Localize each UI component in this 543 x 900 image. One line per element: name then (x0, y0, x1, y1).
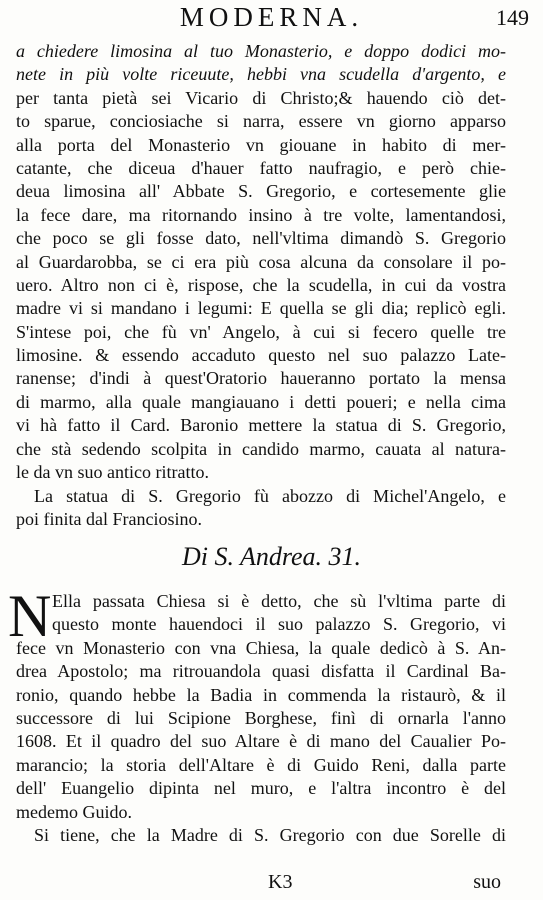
text-line: dell' Euangelio dipinta nel muro, e l'altra incontro è del (16, 778, 506, 799)
text-line: la fece dare, ma ritornando insino à tre volte, lamentandosi, (16, 204, 506, 225)
text-line: a chiedere limosina al tuo Monasterio, e doppo dodici mo- (16, 41, 506, 61)
running-title: MODERNA. (179, 2, 364, 32)
page-number: 149 (496, 5, 529, 30)
text-line: medemo Guido. (16, 801, 132, 822)
text-line: limosine. & essendo accaduto questo nel suo palazzo Late- (16, 345, 506, 366)
text-line: Ella passata Chiesa si è detto, che sù l'vltima parte di (52, 591, 506, 611)
text-line: 1608. Et il quadro del suo Altare è di mano del Caualier Po- (16, 731, 506, 752)
text-line: nete in più volte riceuute, hebbi vna scudella d'argento, e (16, 64, 506, 85)
text-line: deua limosina all' Abbate S. Gregorio, e cortesemente glie (16, 181, 506, 202)
text-line: drea Apostolo; ma ritrouandola quasi disfatta il Cardinal Ba- (16, 661, 506, 682)
text-line: La statua di S. Gregorio fù abozzo di Michel'Angelo, e (34, 486, 506, 506)
text-line: questo monte hauendoci il suo palazzo S. Gregorio, vi (52, 614, 506, 635)
text-line: che stà sedendo scolpita in candido marmo, cauata al natura- (16, 438, 506, 459)
text-line: ronio, quando hebbe la Badia in commenda la ristaurò, & il (16, 684, 506, 705)
text-line: successore di lui Scipione Borghese, finì di ornarla l'anno (16, 707, 506, 728)
text-line: alla porta del Monasterio vn giouane in habito di mer- (16, 134, 506, 155)
text-line: to sparue, conciosiache si narra, essere vn giorno apparso (16, 111, 506, 132)
text-line: che poco se gli fosse dato, nell'vltima dimandò S. Gregorio (16, 228, 506, 249)
catchword: suo (473, 871, 501, 893)
text-line: le da vn suo antico ritratto. (16, 462, 209, 483)
text-line: ranense; d'indi à quest'Oratorio haueranno portato la mensa (16, 368, 506, 389)
section-heading: Di S. Andrea. 31. (181, 542, 362, 571)
text-line: uero. Altro non ci è, rispose, che la scudella, in cui da vostra (16, 274, 506, 295)
text-line: catante, che diceua d'hauer fatto naufragio, e però chie- (16, 157, 506, 178)
paragraph-statua (16, 485, 506, 532)
text-line: Si tiene, che la Madre di S. Gregorio con due Sorelle di (34, 824, 506, 845)
text-line: di marmo, alla quale mangiauano i detti poueri; e nella cima (16, 391, 506, 412)
text-line: fece vn Monasterio con vna Chiesa, la quale dedicò à S. An- (16, 637, 506, 658)
drop-capital: N (8, 583, 52, 649)
text-line: marancio; la storia dell'Altare è di Guido Reni, dalla parte (16, 754, 506, 775)
text-line: S'intese poi, che fù vn' Angelo, à cui si fecero quelle tre (16, 321, 506, 342)
paragraph-gregorio (16, 40, 506, 484)
paragraph-andrea (16, 590, 506, 847)
text-line: al Guardarobba, se ci era più cosa alcuna da consolare il po- (16, 251, 506, 272)
signature-mark: K3 (268, 871, 293, 893)
text-line: madre vi si mandano i legumi: E quella se gli dia; replicò egli. (16, 298, 506, 319)
text-line: poi finita dal Franciosino. (16, 509, 202, 530)
text-line: vi hà fatto il Card. Baronio mettere la statua di S. Gregorio, (16, 415, 506, 436)
text-line: per tanta pietà sei Vicario di Christo;& hauendo ciò det- (16, 87, 506, 108)
